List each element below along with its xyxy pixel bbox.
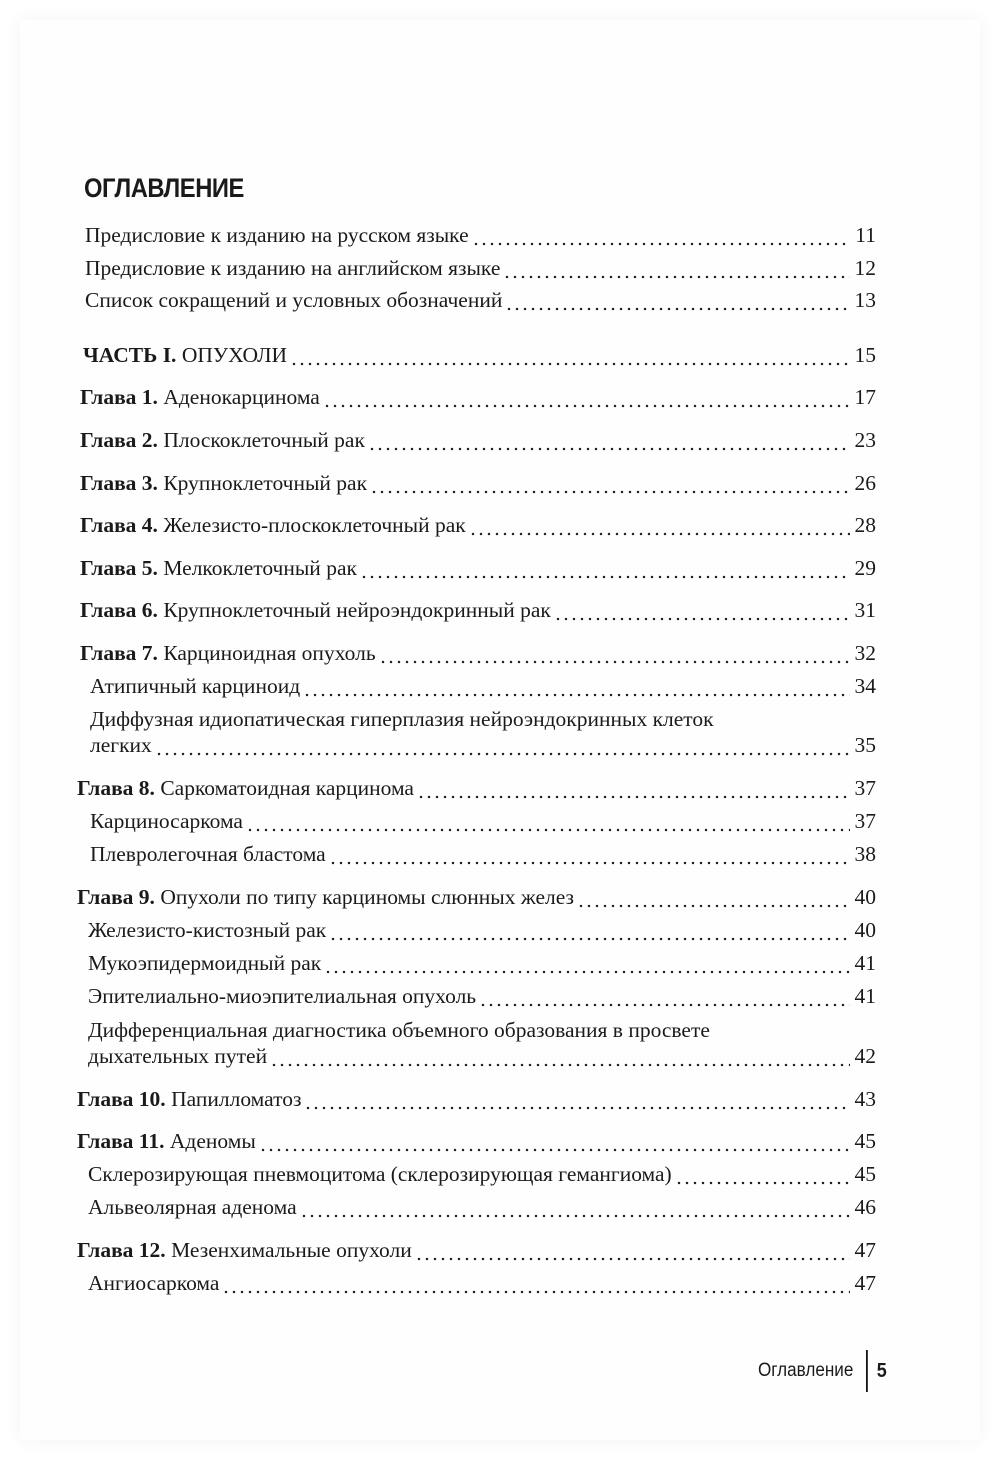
entry-label — [83, 342, 287, 368]
entry-label — [77, 775, 414, 801]
toc-entry — [77, 884, 876, 910]
entry-title: Мукоэпидермоидный рак — [88, 951, 322, 975]
dot-leader — [300, 1194, 850, 1220]
dot-leader — [379, 640, 850, 666]
dot-leader — [290, 342, 849, 368]
entry-page: 46 — [854, 1195, 876, 1219]
toc-entry — [80, 512, 876, 538]
toc-entry — [88, 1017, 876, 1069]
toc-entry — [80, 427, 876, 453]
dot-leader — [155, 732, 850, 758]
dot-leader — [324, 950, 849, 976]
entry-page: 17 — [854, 385, 876, 409]
dot-leader — [304, 1086, 849, 1112]
dot-leader — [415, 1237, 850, 1263]
entry-page: 31 — [854, 598, 876, 622]
toc-entry — [85, 255, 876, 281]
entry-title: Аденокарцинома — [157, 385, 320, 409]
entry-page: 12 — [854, 256, 876, 280]
entry-continuation — [90, 732, 876, 758]
entry-page: 29 — [854, 556, 876, 580]
dot-leader — [270, 1043, 849, 1069]
entry-label — [88, 950, 321, 976]
toc-entry — [88, 950, 876, 976]
entry-title: Атипичный карциноид — [90, 674, 301, 698]
entry-label — [85, 222, 469, 248]
entry-page: 37 — [854, 809, 876, 833]
entry-title-cont: дыхательных путей — [88, 1044, 268, 1068]
toc-entry — [80, 555, 876, 581]
entry-title: Диффузная идиопатическая гиперплазия нейроэндокринных клеток — [90, 707, 714, 731]
entry-page: 26 — [854, 471, 876, 495]
entry-title: Плевролегочная бластома — [90, 842, 326, 866]
entry-label — [80, 555, 357, 581]
entry-title: Саркоматоидная карцинома — [154, 776, 414, 800]
dot-leader — [368, 427, 850, 453]
dot-leader — [259, 1128, 850, 1154]
dot-leader — [479, 983, 849, 1009]
entry-title: Крупноклеточный рак — [157, 471, 368, 495]
entry-label — [90, 673, 300, 699]
toc-entry — [90, 706, 876, 758]
toc-entry — [88, 1270, 876, 1296]
entry-title: Предисловие к изданию на русском языке — [85, 223, 469, 247]
entry-label — [77, 884, 574, 910]
toc-entry — [77, 1237, 876, 1263]
entry-page: 40 — [854, 885, 876, 909]
entry-label — [88, 983, 476, 1009]
entry-page: 15 — [854, 343, 876, 367]
entry-title: Плоскоклеточный рак — [157, 428, 365, 452]
entry-prefix: Глава 11. — [77, 1129, 165, 1153]
entry-prefix: Глава 7. — [80, 641, 158, 665]
dot-leader — [577, 884, 849, 910]
entry-prefix: Глава 10. — [77, 1087, 166, 1111]
toc-entry — [88, 917, 876, 943]
entry-label — [77, 1128, 256, 1154]
entry-title: Мезенхимальные опухоли — [165, 1238, 412, 1262]
entry-page: 40 — [854, 918, 876, 942]
entry-title: Железисто-плоскоклеточный рак — [157, 513, 466, 537]
entry-title: Мелкоклеточный рак — [157, 556, 357, 580]
toc-entry — [85, 222, 876, 248]
entry-page: 41 — [854, 951, 876, 975]
entry-label — [90, 808, 243, 834]
toc-entry — [88, 1194, 876, 1220]
entry-title: Ангиосаркома — [88, 1271, 220, 1295]
entry-label — [88, 1017, 876, 1043]
entry-label — [80, 512, 466, 538]
entry-title: Дифференциальная диагностика объемного образования в просвете — [88, 1018, 710, 1042]
entry-label — [88, 917, 326, 943]
entry-label — [77, 1086, 301, 1112]
entry-label — [88, 1270, 219, 1296]
entry-page: 47 — [854, 1271, 876, 1295]
dot-leader — [246, 808, 850, 834]
toc-title: ОГЛАВЛЕНИЕ — [84, 173, 244, 203]
entry-page: 45 — [854, 1129, 876, 1153]
toc-entry — [80, 384, 876, 410]
entry-label — [88, 1194, 297, 1220]
entry-prefix: Глава 1. — [80, 385, 158, 409]
entry-title: Карциноидная опухоль — [157, 641, 376, 665]
dot-leader — [329, 917, 849, 943]
entry-label — [85, 255, 500, 281]
entry-title: Крупноклеточный нейроэндокринный рак — [157, 598, 551, 622]
toc-entry — [85, 287, 876, 313]
entry-title: Предисловие к изданию на английском языке — [85, 256, 501, 280]
entry-title: Карциносаркома — [90, 809, 243, 833]
page-number: 5 — [876, 1359, 887, 1382]
entry-page: 28 — [854, 513, 876, 537]
dot-leader — [675, 1161, 850, 1187]
entry-label — [85, 287, 502, 313]
entry-title: Эпителиально-миоэпителиальная опухоль — [88, 984, 477, 1008]
entry-title: ОПУХОЛИ — [176, 343, 288, 367]
toc-entry — [80, 640, 876, 666]
entry-label — [80, 640, 376, 666]
dot-leader — [329, 841, 850, 867]
entry-title: Железисто-кистозный рак — [88, 918, 327, 942]
entry-title: Аденомы — [164, 1129, 256, 1153]
page-footer — [758, 1350, 887, 1392]
toc-entry — [90, 673, 876, 699]
toc-entry — [80, 470, 876, 496]
toc-entry — [83, 342, 876, 368]
entry-title: Альвеолярная аденома — [88, 1195, 297, 1219]
dot-leader — [417, 775, 850, 801]
entry-prefix: Глава 8. — [77, 776, 155, 800]
entry-label — [77, 1237, 412, 1263]
entry-page: 13 — [854, 288, 876, 312]
entry-title-cont: легких — [90, 733, 152, 757]
toc-entry — [77, 1128, 876, 1154]
toc-entry — [77, 1086, 876, 1112]
entry-title: Опухоли по типу карциномы слюнных желез — [154, 885, 575, 909]
entry-prefix: Глава 2. — [80, 428, 158, 452]
entry-page: 37 — [854, 776, 876, 800]
dot-leader — [370, 470, 849, 496]
entry-label — [90, 841, 326, 867]
entry-prefix: Глава 9. — [77, 885, 155, 909]
footer-divider — [866, 1350, 868, 1392]
toc-entry — [88, 1161, 876, 1187]
entry-title: Склерозирующая пневмоцитома (склерозирующая гемангиома) — [88, 1162, 672, 1186]
dot-leader — [554, 597, 850, 623]
toc-entry — [90, 841, 876, 867]
running-head: Оглавление — [758, 1360, 854, 1381]
entry-prefix: Глава 3. — [80, 471, 158, 495]
dot-leader — [472, 222, 851, 248]
dot-leader — [222, 1270, 849, 1296]
entry-page: 45 — [854, 1162, 876, 1186]
entry-label — [80, 384, 320, 410]
dot-leader — [469, 512, 850, 538]
entry-title: Папилломатоз — [165, 1087, 302, 1111]
entry-label — [80, 470, 367, 496]
entry-prefix: ЧАСТЬ I. — [83, 343, 177, 367]
entry-label — [90, 706, 876, 732]
dot-leader — [503, 255, 849, 281]
entry-title: Список сокращений и условных обозначений — [85, 288, 503, 312]
entry-label — [80, 597, 551, 623]
entry-page: 42 — [854, 1044, 876, 1068]
entry-page: 47 — [854, 1238, 876, 1262]
entry-page: 34 — [854, 674, 876, 698]
entry-page: 38 — [854, 842, 876, 866]
entry-prefix: Глава 4. — [80, 513, 158, 537]
toc-entry — [88, 983, 876, 1009]
entry-page: 32 — [854, 641, 876, 665]
entry-label — [80, 427, 365, 453]
entry-prefix: Глава 5. — [80, 556, 158, 580]
dot-leader — [505, 287, 849, 313]
entry-page: 11 — [855, 223, 876, 247]
entry-continuation — [88, 1043, 876, 1069]
toc-entry — [77, 775, 876, 801]
entry-page: 43 — [854, 1087, 876, 1111]
dot-leader — [360, 555, 850, 581]
dot-leader — [303, 673, 849, 699]
entry-page: 41 — [854, 984, 876, 1008]
entry-page: 35 — [854, 733, 876, 757]
entry-label — [88, 1161, 672, 1187]
toc-entry — [80, 597, 876, 623]
entry-prefix: Глава 6. — [80, 598, 158, 622]
dot-leader — [323, 384, 850, 410]
entry-page: 23 — [854, 428, 876, 452]
toc-entry — [90, 808, 876, 834]
entry-prefix: Глава 12. — [77, 1238, 166, 1262]
